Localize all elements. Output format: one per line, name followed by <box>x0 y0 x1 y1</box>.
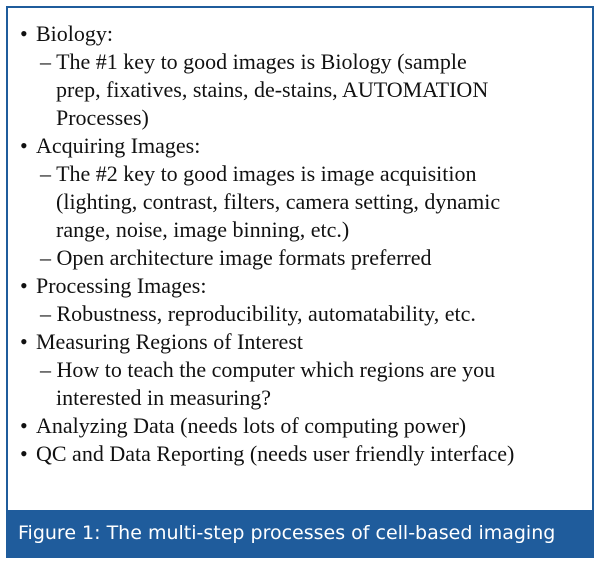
bullet-acquiring-images <box>20 132 584 160</box>
bullet-dot: • <box>20 413 28 438</box>
bullet-dot: • <box>20 329 28 354</box>
sub-point-biology-key: – The #1 key to good images is Biology (sample prep, fixatives, stains, de-stains, AUTOMATION Processes) <box>40 49 489 130</box>
bullet-dot: • <box>20 21 28 46</box>
bullet-label: Processing Images: <box>36 273 207 298</box>
bullet-measuring-roi <box>20 328 584 356</box>
figure-frame <box>6 6 594 558</box>
bullet-analyzing-data <box>20 412 584 440</box>
sub-point-acquisition-key: – The #2 key to good images is image acquisition (lighting, contrast, filters, camera setting, dynamic range, noise, image binning, etc.) <box>40 161 501 242</box>
bullet-label: Analyzing Data (needs lots of computing power) <box>36 413 467 438</box>
bullet-label: Biology: <box>36 21 114 46</box>
bullet-label: QC and Data Reporting (needs user friendly interface) <box>36 441 515 466</box>
bullet-dot: • <box>20 441 28 466</box>
bullet-qc-reporting <box>20 440 584 468</box>
bullet-list <box>20 20 584 468</box>
bullet-biology <box>20 20 584 48</box>
bullet-label: Acquiring Images: <box>36 133 201 158</box>
bullet-processing-images <box>20 272 584 300</box>
figure-caption: Figure 1: The multi-step processes of cell-based imaging <box>8 510 592 556</box>
sub-point-open-formats: – Open architecture image formats preferred <box>40 245 432 270</box>
sub-point-teach-computer: – How to teach the computer which regions are you interested in measuring? <box>40 357 496 410</box>
bullet-label: Measuring Regions of Interest <box>36 329 303 354</box>
bullet-dot: • <box>20 273 28 298</box>
sub-point-robustness: – Robustness, reproducibility, automatability, etc. <box>40 301 476 326</box>
bullet-dot: • <box>20 133 28 158</box>
